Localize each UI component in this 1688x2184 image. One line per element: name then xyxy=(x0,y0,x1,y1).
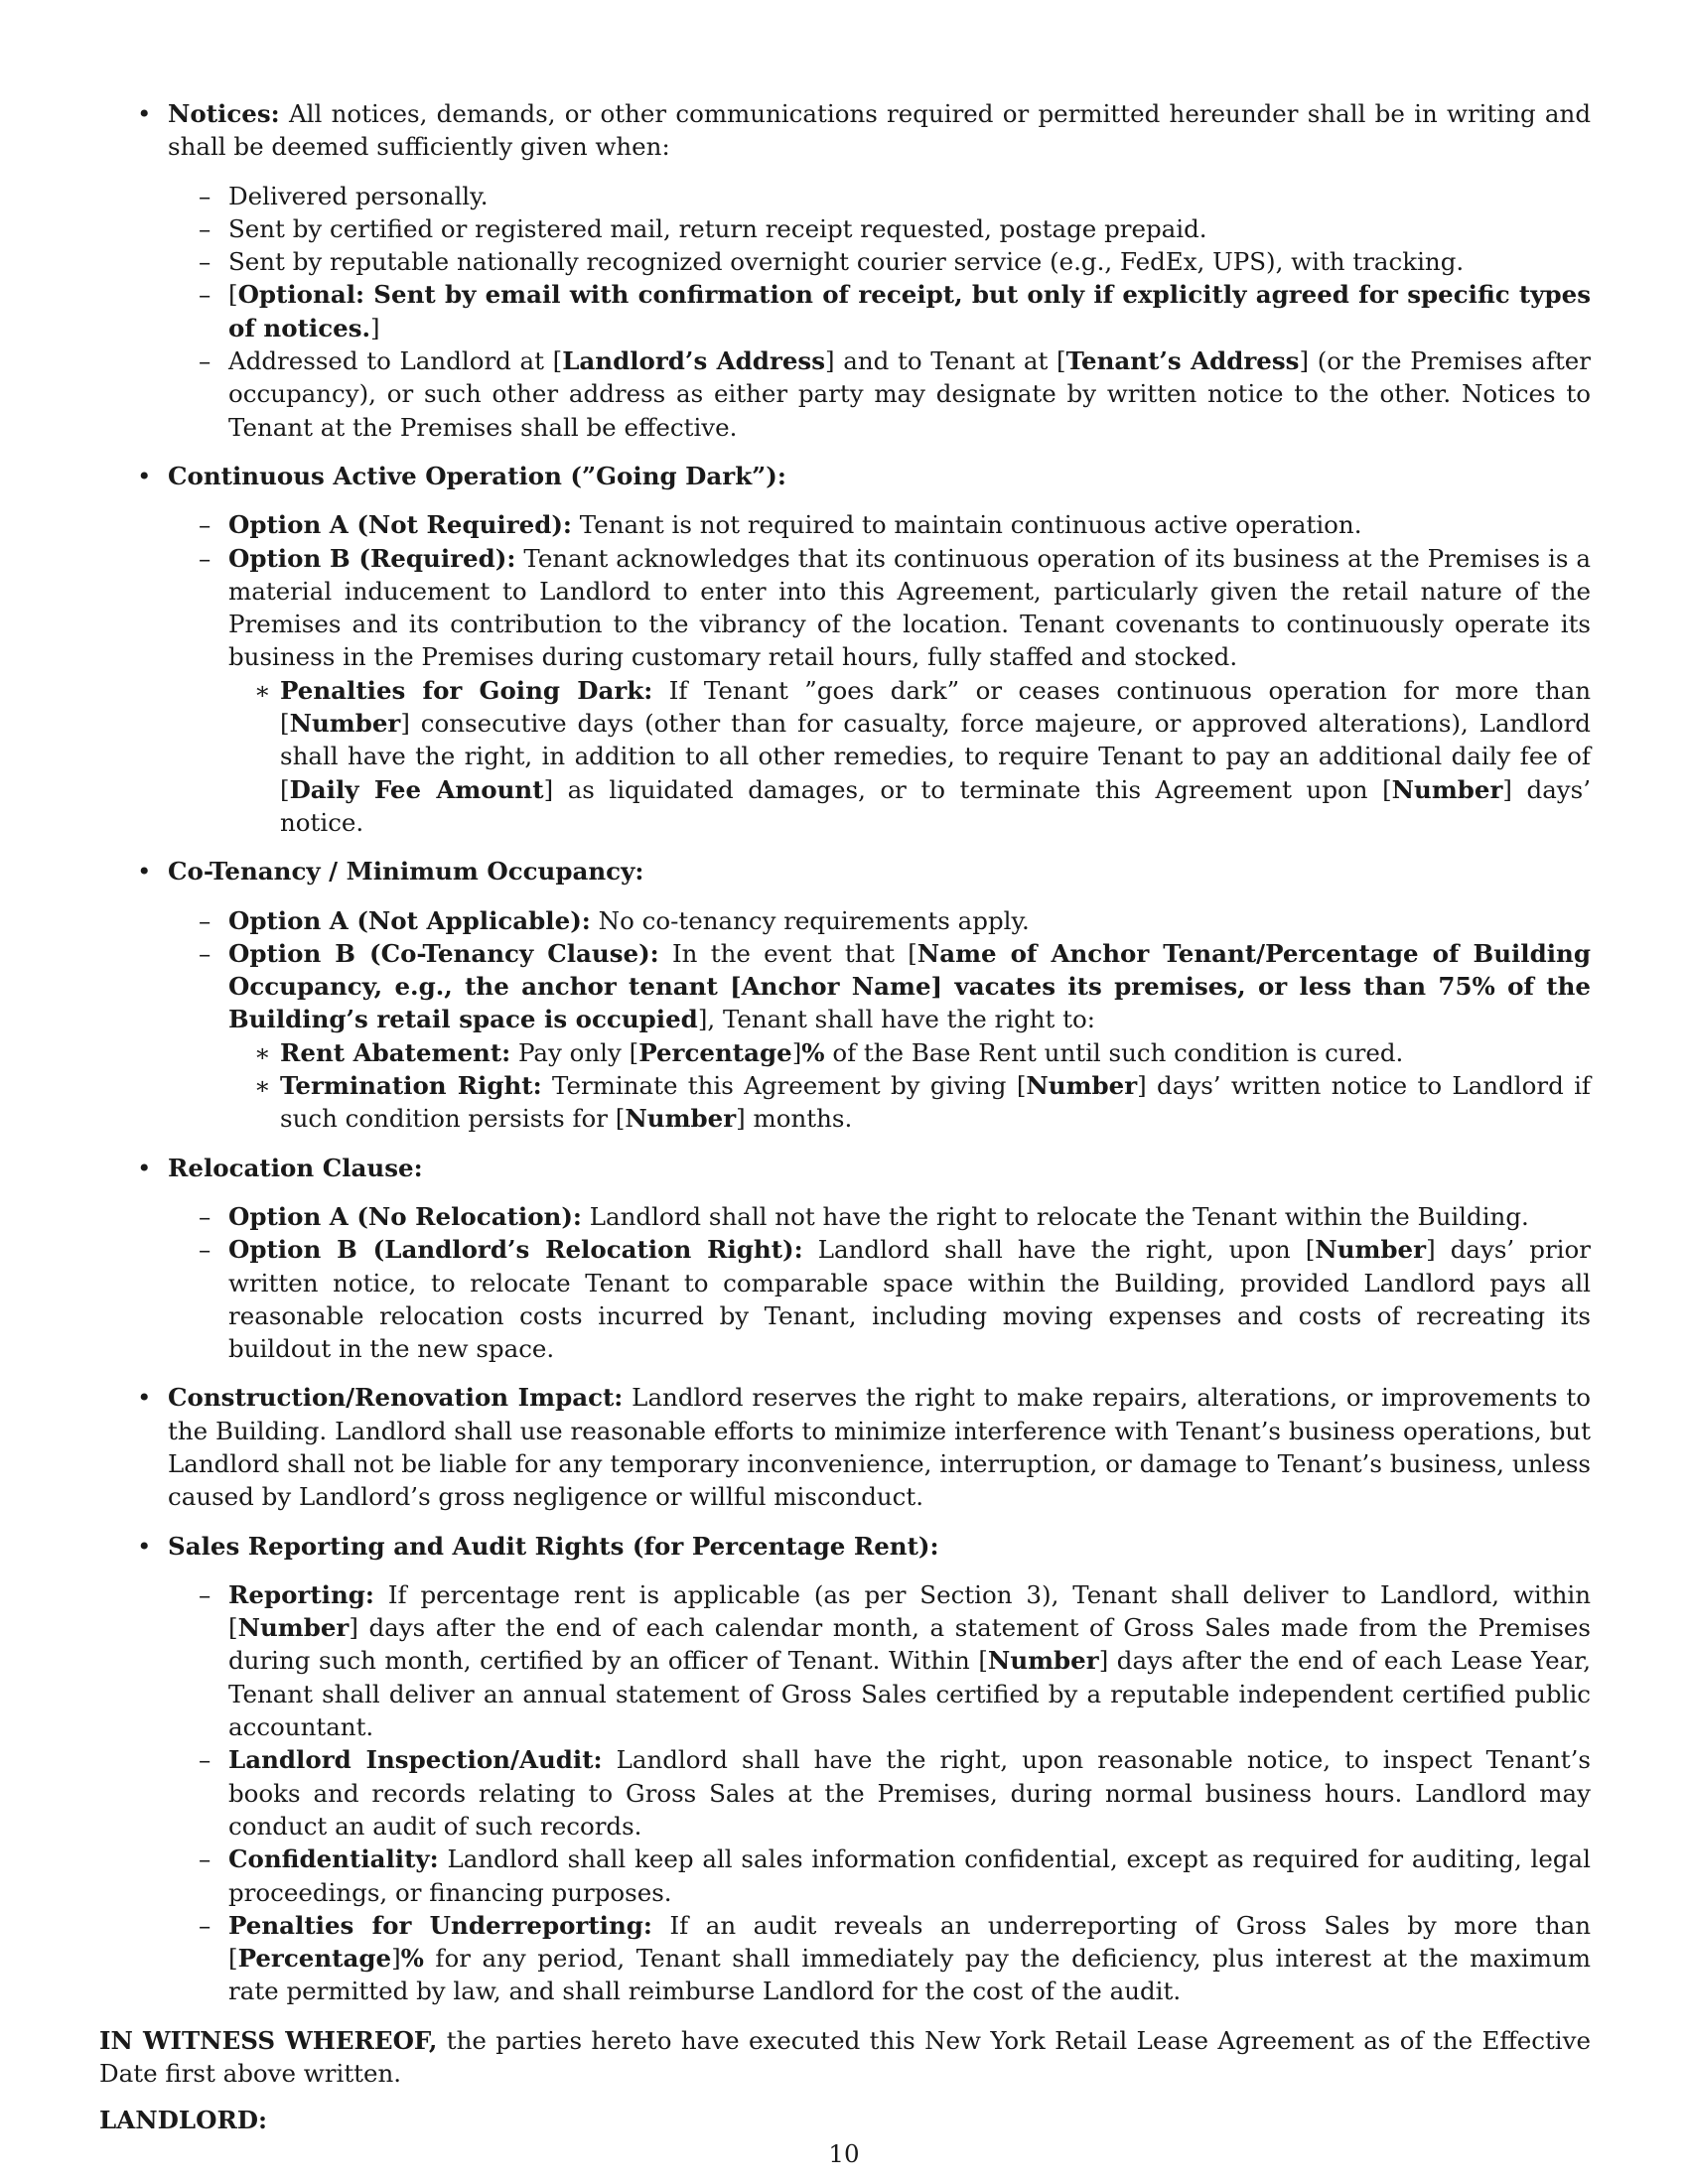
clause-heading: Continuous Active Operation (”Going Dark”): xyxy=(168,461,786,490)
list-item: – Option B (Required): Tenant acknowledges that its continuous operation of its business at the Premises is a material inducement to Landlord to enter into this Agreement, particularly given the retail nature of the Premises and its contribution to the vibrancy of the location. Tenant covenants to continuously operate its business in the Premises during customary retail hours, fully staffed and stocked. ∗ Penalties for Going Dark: If Tenant ”goes dark” or ceases continuous operation for more than [Number] consecutive days (other than for casualty, force majeure, or approved alterations), Landlord shall have the right, in addition to all other remedies, to require Tenant to pay an additional daily fee of [Daily Fee Amount] as liquidated damages, or to terminate this Agreement upon [Number] days’ notice. xyxy=(168,542,1591,840)
list-item: – Delivered personally. xyxy=(168,180,1591,212)
witness-paragraph: IN WITNESS WHEREOF, the parties hereto have executed this New York Retail Lease Agreement as of the Effective Date first above written. xyxy=(99,2025,1591,2089)
list-item: – Confidentiality: Landlord shall keep all sales information confidential, except as required for auditing, legal proceedings, or financing purposes. xyxy=(168,1843,1591,1909)
clause-heading: Co-Tenancy / Minimum Occupancy: xyxy=(168,857,644,887)
list-item: – Option A (No Relocation): Landlord shall not have the right to relocate the Tenant within the Building. xyxy=(168,1200,1591,1233)
sub-list xyxy=(168,904,1591,1136)
list-item: – Option A (Not Applicable): No co-tenancy requirements apply. xyxy=(168,904,1591,937)
list-item: – Penalties for Underreporting: If an audit reveals an underreporting of Gross Sales by more than [Percentage]% for any period, Tenant shall immediately pay the deficiency, plus interest at the maximum rate permitted by law, and shall reimburse Landlord for the cost of the audit. xyxy=(168,1909,1591,2008)
sub-sub-list xyxy=(228,1036,1591,1136)
list-item: – Addressed to Landlord at [Landlord’s Address] and to Tenant at [Tenant’s Address] (or the Premises after occupancy), or such other address as either party may designate by written notice to the other. Notices to Tenant at the Premises shall be effective. xyxy=(168,344,1591,444)
landlord-label: LANDLORD: xyxy=(99,2106,268,2135)
sub-list xyxy=(168,1578,1591,2008)
list-item: – Landlord Inspection/Audit: Landlord shall have the right, upon reasonable notice, to inspect Tenant’s books and records relating to Gross Sales at the Premises, during normal business hours. Landlord may conduct an audit of such records. xyxy=(168,1743,1591,1843)
sub-list xyxy=(168,180,1591,444)
clause-heading: Notices: xyxy=(168,99,280,128)
going-dark-clause xyxy=(99,460,1591,839)
list-item: – Option B (Co-Tenancy Clause): In the event that [Name of Anchor Tenant/Percentage of Building Occupancy, e.g., the anchor tenant [Anchor Name] vacates its premises, or less than 75% of the Building’s retail space is occupied], Tenant shall have the right to: ∗ Rent Abatement: Pay only [Percentage]% of the Base Rent until such condition is cured. ∗ Termination Right: Terminate this Agreement by giving [Number] days’ written notice to Landlord if such condition persists for [Number] months. xyxy=(168,937,1591,1136)
sub-sub-list xyxy=(228,674,1591,839)
list-item: – Option A (Not Required): Tenant is not required to maintain continuous active operation. xyxy=(168,508,1591,541)
list-item: – [Optional: Sent by email with confirmation of receipt, but only if explicitly agreed for specific types of notices.] xyxy=(168,278,1591,344)
list-item: – Sent by reputable nationally recognized overnight courier service (e.g., FedEx, UPS), with tracking. xyxy=(168,245,1591,278)
sub-list xyxy=(168,508,1591,839)
list-item: – Sent by certified or registered mail, return receipt requested, postage prepaid. xyxy=(168,212,1591,245)
list-item: – Reporting: If percentage rent is applicable (as per Section 3), Tenant shall deliver to Landlord, within [Number] days after the end of each calendar month, a statement of Gross Sales made from the Premises during such month, certified by an officer of Tenant. Within [Number] days after the end of each Lease Year, Tenant shall deliver an annual statement of Gross Sales certified by a reputable independent certified public accountant. xyxy=(168,1578,1591,1743)
sub-list xyxy=(168,1200,1591,1365)
notices-clause: • Notices: All notices, demands, or other communications required or permitted hereunder shall be in writing and shall be deemed sufficiently given when: – Delivered personally. – Sent by certified or registered mail, return receipt requested, postage prepaid. – Sent by reputable nationally recognized overnight courier service (e.g., FedEx, UPS), with tracking. – [Optional: Sent by email with confirmation of receipt, but only if explicitly agreed for specific types of notices.] – Addressed to Landlord at [Landlord’s Address] and to Tenant at [Tenant’s Address] (or the Premises after occupancy), or such other address as either party may designate by written notice to the other. Notices to Tenant at the Premises shall be effective. xyxy=(99,97,1591,444)
list-item: ∗ Termination Right: Terminate this Agreement by giving [Number] days’ written notice to Landlord if such condition persists for [Number] months. xyxy=(228,1069,1591,1136)
clause-heading: Construction/Renovation Impact: xyxy=(168,1383,624,1413)
cotenancy-clause xyxy=(99,855,1591,1135)
sales-clause xyxy=(99,1530,1591,2008)
clause-heading: Sales Reporting and Audit Rights (for Percentage Rent): xyxy=(168,1531,939,1561)
list-item: – Option B (Landlord’s Relocation Right): Landlord shall have the right, upon [Number] days’ prior written notice, to relocate Tenant to comparable space within the Building, provided Landlord pays all reasonable relocation costs incurred by Tenant, including moving expenses and costs of recreating its buildout in the new space. xyxy=(168,1233,1591,1365)
construction-clause: • Construction/Renovation Impact: Landlord reserves the right to make repairs, alterations, or improvements to the Building. Landlord shall use reasonable efforts to minimize interference with Tenant’s business operations, but Landlord shall not be liable for any temporary inconvenience, interruption, or damage to Tenant’s business, unless caused by Landlord’s gross negligence or willful misconduct. xyxy=(99,1381,1591,1513)
list-item: ∗ Penalties for Going Dark: If Tenant ”goes dark” or ceases continuous operation for more than [Number] consecutive days (other than for casualty, force majeure, or approved alterations), Landlord shall have the right, in addition to all other remedies, to require Tenant to pay an additional daily fee of [Daily Fee Amount] as liquidated damages, or to terminate this Agreement upon [Number] days’ notice. xyxy=(228,674,1591,839)
relocation-clause xyxy=(99,1152,1591,1366)
clause-heading: Relocation Clause: xyxy=(168,1153,423,1182)
page-number: 10 xyxy=(828,2139,860,2168)
clause-list xyxy=(99,97,1591,2008)
document-page xyxy=(99,97,1591,2137)
list-item: ∗ Rent Abatement: Pay only [Percentage]% of the Base Rent until such condition is cured. xyxy=(228,1036,1591,1069)
